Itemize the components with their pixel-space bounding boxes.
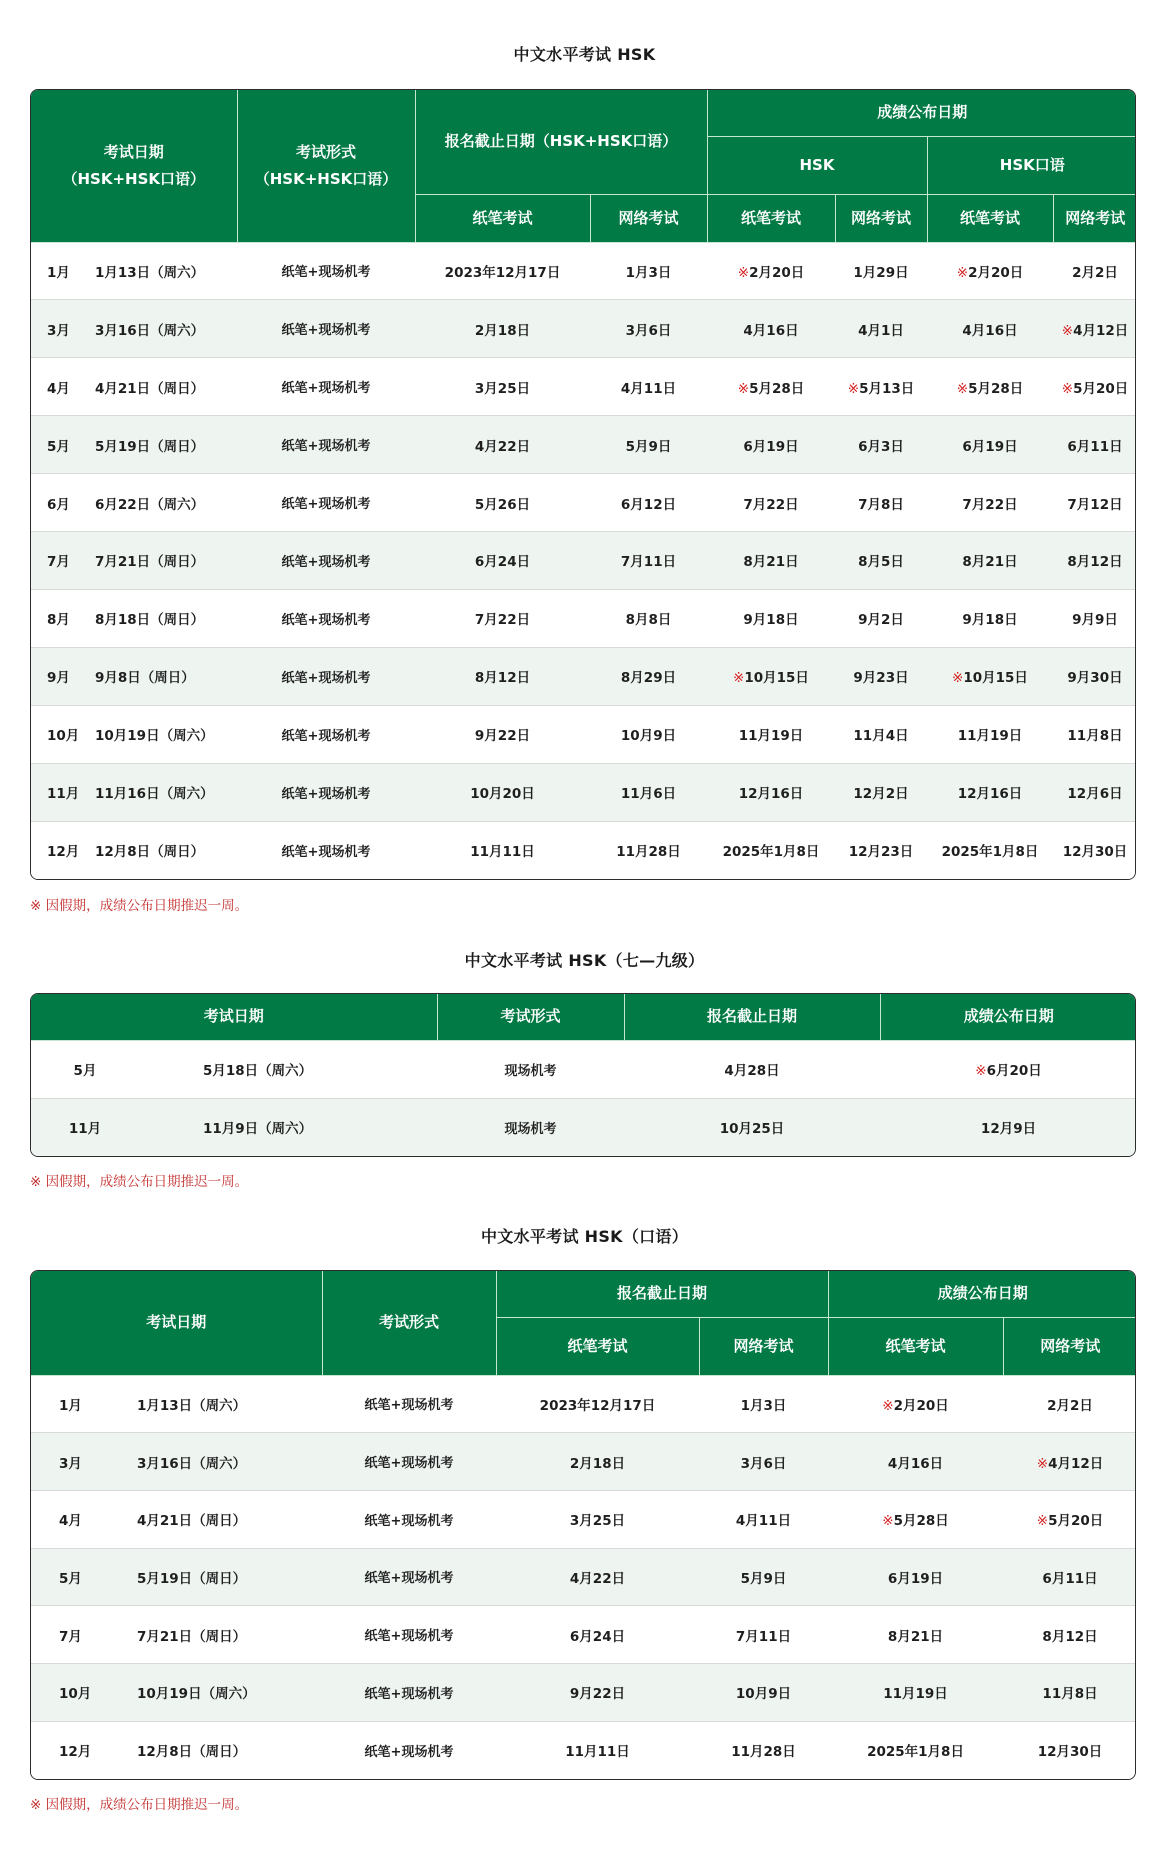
table-row (31, 763, 1136, 821)
result-online-cell: 11月8日 (1003, 1664, 1136, 1722)
asterisk-mark: ※ (956, 380, 969, 397)
hskk-result-paper-cell: 2025年1月8日 (927, 821, 1053, 879)
date-cell: 5月18日（周六） (139, 1040, 437, 1098)
exam-form-cell: 纸笔+现场机考 (237, 705, 415, 763)
hskk-result-paper-cell: 12月16日 (927, 763, 1053, 821)
table-row (31, 1040, 1136, 1098)
hsk-result-paper-cell: 4月16日 (707, 300, 835, 358)
deadline-paper-cell: 4月22日 (415, 416, 590, 474)
deadline-online-cell: 4月11日 (590, 358, 707, 416)
month-cell: 5月 (47, 438, 70, 455)
month-cell: 3月 (59, 1455, 82, 1472)
hskk-result-online-cell: 2月2日 (1053, 242, 1136, 300)
hsk-result-paper-cell: 6月19日 (707, 416, 835, 474)
month-cell: 12月 (47, 844, 80, 861)
result-paper-cell: 2025年1月8日 (828, 1721, 1003, 1779)
header-hsk-paper: 纸笔考试 (707, 194, 835, 242)
asterisk-mark: ※ (737, 380, 750, 397)
deadline-paper-cell: 10月20日 (415, 763, 590, 821)
header-exam-date: 考试日期 (31, 994, 437, 1040)
date-cell: 5月19日（周日） (137, 1570, 247, 1587)
table-row (31, 474, 1136, 532)
header-exam-form: 考试形式 (437, 994, 624, 1040)
header-deadline-paper: 纸笔考试 (415, 194, 590, 242)
hskk-result-online-cell: 6月11日 (1053, 416, 1136, 474)
month-cell: 8月 (47, 612, 70, 629)
exam-form-cell: 纸笔+现场机考 (237, 647, 415, 705)
month-cell: 10月 (59, 1686, 92, 1703)
exam-form-cell: 纸笔+现场机考 (322, 1375, 496, 1433)
hsk-result-online-cell: 7月8日 (835, 474, 927, 532)
exam-date-cell (31, 705, 237, 763)
hsk-result-paper-cell: ※10月15日 (707, 647, 835, 705)
hsk-result-online-cell: 9月2日 (835, 589, 927, 647)
header-results-date: 成绩公布日期 (880, 994, 1136, 1040)
result-paper-cell: 11月19日 (828, 1664, 1003, 1722)
date-cell: 9月8日（周日） (95, 670, 195, 687)
date-cell: 4月21日（周日） (137, 1513, 247, 1530)
result-online-cell: ※4月12日 (1003, 1433, 1136, 1491)
hskk-schedule-table (30, 1270, 1136, 1780)
deadline-online-cell: 5月9日 (590, 416, 707, 474)
header-exam-form: 考试形式 (322, 1271, 496, 1375)
deadline-online-cell: 6月12日 (590, 474, 707, 532)
header-deadline-online: 网络考试 (590, 194, 707, 242)
exam-form-cell: 纸笔+现场机考 (322, 1721, 496, 1779)
deadline-online-cell: 11月6日 (590, 763, 707, 821)
exam-form-cell: 纸笔+现场机考 (237, 763, 415, 821)
exam-date-cell (31, 1548, 322, 1606)
month-cell: 7月 (47, 554, 70, 571)
exam-date-cell (31, 532, 237, 590)
header-exam-form: 考试形式 （HSK+HSK口语） (237, 90, 415, 242)
table-row (31, 589, 1136, 647)
exam-date-cell (31, 1606, 322, 1664)
month-cell: 12月 (59, 1744, 92, 1761)
hsk-advanced-schedule-table (30, 993, 1136, 1157)
date-cell: 1月13日（周六） (137, 1397, 247, 1414)
deadline-paper-cell: 11月11日 (415, 821, 590, 879)
hsk-result-paper-cell: 12月16日 (707, 763, 835, 821)
exam-date-cell (31, 1721, 322, 1779)
hskk-result-online-cell: 9月30日 (1053, 647, 1136, 705)
result-paper-cell: 4月16日 (828, 1433, 1003, 1491)
table-row (31, 242, 1136, 300)
hsk-result-online-cell: ※5月13日 (835, 358, 927, 416)
exam-form-cell: 纸笔+现场机考 (322, 1433, 496, 1491)
month-cell: 5月 (59, 1570, 82, 1587)
deadline-paper-cell: 2023年12月17日 (415, 242, 590, 300)
table-row (31, 300, 1136, 358)
exam-form-cell: 纸笔+现场机考 (237, 242, 415, 300)
date-cell: 10月19日（周六） (137, 1686, 256, 1703)
exam-form-cell: 纸笔+现场机考 (237, 416, 415, 474)
hskk-result-online-cell: 8月12日 (1053, 532, 1136, 590)
hsk-result-paper-cell: 7月22日 (707, 474, 835, 532)
header-hsk-online: 网络考试 (835, 194, 927, 242)
asterisk-mark: ※ (1061, 322, 1074, 339)
date-cell: 3月16日（周六） (137, 1455, 247, 1472)
month-cell: 1月 (47, 264, 70, 281)
month-cell: 6月 (47, 496, 70, 513)
hskk-result-paper-cell: ※2月20日 (927, 242, 1053, 300)
header-deadline-paper: 纸笔考试 (496, 1317, 699, 1375)
date-cell: 8月18日（周日） (95, 612, 205, 629)
header-registration-deadline: 报名截止日期 (496, 1271, 828, 1317)
deadline-online-cell: 11月28日 (699, 1721, 828, 1779)
header-hskk-online: 网络考试 (1053, 194, 1136, 242)
asterisk-mark: ※ (1061, 380, 1074, 397)
deadline-paper-cell: 11月11日 (496, 1721, 699, 1779)
result-date-cell: ※6月20日 (880, 1040, 1136, 1098)
exam-date-cell (31, 358, 237, 416)
hskk-result-paper-cell: ※5月28日 (927, 358, 1053, 416)
result-paper-cell: 6月19日 (828, 1548, 1003, 1606)
hsk-section-title: 中文水平考试 HSK (513, 45, 656, 64)
exam-date-cell (31, 1664, 322, 1722)
deadline-online-cell: 7月11日 (590, 532, 707, 590)
deadline-paper-cell: 6月24日 (415, 532, 590, 590)
hskk-result-online-cell: 12月30日 (1053, 821, 1136, 879)
result-online-cell: 12月30日 (1003, 1721, 1136, 1779)
hskk-result-paper-cell: 9月18日 (927, 589, 1053, 647)
exam-form-cell: 纸笔+现场机考 (322, 1606, 496, 1664)
exam-date-cell (31, 1433, 322, 1491)
deadline-online-cell: 3月6日 (699, 1433, 828, 1491)
asterisk-mark: ※ (1036, 1513, 1049, 1530)
hsk-result-online-cell: 6月3日 (835, 416, 927, 474)
exam-form-cell: 纸笔+现场机考 (237, 821, 415, 879)
table-row (31, 1664, 1136, 1722)
table-row (31, 416, 1136, 474)
exam-date-cell (31, 821, 237, 879)
hskk-result-online-cell: ※5月20日 (1053, 358, 1136, 416)
table-row (31, 532, 1136, 590)
header-exam-date: 考试日期 （HSK+HSK口语） (31, 90, 237, 242)
hsk-result-online-cell: 11月4日 (835, 705, 927, 763)
result-paper-cell: 8月21日 (828, 1606, 1003, 1664)
deadline-online-cell: 1月3日 (699, 1375, 828, 1433)
month-cell: 9月 (47, 670, 70, 687)
deadline-paper-cell: 5月26日 (415, 474, 590, 532)
asterisk-mark: ※ (975, 1063, 987, 1079)
deadline-paper-cell: 3月25日 (496, 1490, 699, 1548)
table-row (31, 1606, 1136, 1664)
table-row (31, 821, 1136, 879)
table-row (31, 358, 1136, 416)
table-row (31, 1375, 1136, 1433)
hsk-result-online-cell: 8月5日 (835, 532, 927, 590)
date-cell: 11月9日（周六） (139, 1098, 437, 1156)
hskk-result-online-cell: ※4月12日 (1053, 300, 1136, 358)
month-cell: 7月 (59, 1628, 82, 1645)
deadline-paper-cell: 6月24日 (496, 1606, 699, 1664)
month-cell: 10月 (47, 728, 80, 745)
deadline-online-cell: 5月9日 (699, 1548, 828, 1606)
date-cell: 12月8日（周日） (95, 844, 205, 861)
hskk-result-online-cell: 7月12日 (1053, 474, 1136, 532)
deadline-paper-cell: 9月22日 (415, 705, 590, 763)
hsk-result-paper-cell: 11月19日 (707, 705, 835, 763)
hsk-result-online-cell: 1月29日 (835, 242, 927, 300)
header-exam-date: 考试日期 (31, 1271, 322, 1375)
result-paper-cell: ※2月20日 (828, 1375, 1003, 1433)
header-results-online: 网络考试 (1003, 1317, 1136, 1375)
holiday-note: ※ 因假期，成绩公布日期推迟一周。 (30, 898, 249, 914)
deadline-online-cell: 11月28日 (590, 821, 707, 879)
asterisk-mark: ※ (882, 1513, 894, 1530)
deadline-paper-cell: 2月18日 (496, 1433, 699, 1491)
exam-form-cell: 纸笔+现场机考 (322, 1490, 496, 1548)
header-registration-deadline: 报名截止日期（HSK+HSK口语） (415, 90, 707, 194)
exam-date-cell (31, 416, 237, 474)
hskk-result-paper-cell: 8月21日 (927, 532, 1053, 590)
hskk-result-paper-cell: 6月19日 (927, 416, 1053, 474)
asterisk-mark: ※ (733, 670, 745, 687)
date-cell: 6月22日（周六） (95, 496, 205, 513)
hsk-result-paper-cell: 9月18日 (707, 589, 835, 647)
hsk-result-online-cell: 12月2日 (835, 763, 927, 821)
deadline-paper-cell: 8月12日 (415, 647, 590, 705)
deadline-online-cell: 10月9日 (590, 705, 707, 763)
date-cell: 11月16日（周六） (95, 786, 214, 803)
month-cell: 4月 (59, 1513, 82, 1530)
month-cell: 1月 (59, 1397, 82, 1414)
asterisk-mark: ※ (847, 380, 860, 397)
hskk-result-online-cell: 9月9日 (1053, 589, 1136, 647)
hsk-result-paper-cell: 8月21日 (707, 532, 835, 590)
exam-form-cell: 纸笔+现场机考 (237, 474, 415, 532)
asterisk-mark: ※ (956, 264, 969, 281)
month-cell: 11月 (31, 1098, 139, 1156)
table-row (31, 1098, 1136, 1156)
header-hskk-paper: 纸笔考试 (927, 194, 1053, 242)
date-cell: 10月19日（周六） (95, 728, 214, 745)
exam-form-cell: 纸笔+现场机考 (237, 532, 415, 590)
deadline-online-cell: 4月11日 (699, 1490, 828, 1548)
hsk-schedule-table (30, 89, 1136, 880)
exam-form-cell: 现场机考 (437, 1098, 624, 1156)
date-cell: 4月21日（周日） (95, 380, 205, 397)
deadline-online-cell: 8月29日 (590, 647, 707, 705)
holiday-note: ※ 因假期，成绩公布日期推迟一周。 (30, 1797, 249, 1813)
date-cell: 5月19日（周日） (95, 438, 205, 455)
exam-form-cell: 现场机考 (437, 1040, 624, 1098)
deadline-online-cell: 3月6日 (590, 300, 707, 358)
table-row (31, 1548, 1136, 1606)
result-online-cell: 8月12日 (1003, 1606, 1136, 1664)
exam-form-cell: 纸笔+现场机考 (322, 1664, 496, 1722)
deadline-online-cell: 7月11日 (699, 1606, 828, 1664)
asterisk-mark: ※ (952, 670, 964, 687)
date-cell: 3月16日（周六） (95, 322, 205, 339)
hsk-result-online-cell: 9月23日 (835, 647, 927, 705)
deadline-cell: 10月25日 (624, 1098, 880, 1156)
exam-date-cell (31, 300, 237, 358)
result-online-cell: ※5月20日 (1003, 1490, 1136, 1548)
header-deadline-online: 网络考试 (699, 1317, 828, 1375)
month-cell: 11月 (47, 786, 80, 803)
asterisk-mark: ※ (1036, 1455, 1049, 1472)
header-results-date: 成绩公布日期 (828, 1271, 1136, 1317)
deadline-online-cell: 10月9日 (699, 1664, 828, 1722)
exam-date-cell (31, 242, 237, 300)
hsk-result-online-cell: 12月23日 (835, 821, 927, 879)
header-results-date: 成绩公布日期 (707, 90, 1136, 136)
exam-date-cell (31, 1375, 322, 1433)
hsk-result-paper-cell: ※2月20日 (707, 242, 835, 300)
month-cell: 5月 (31, 1040, 139, 1098)
hsk-result-online-cell: 4月1日 (835, 300, 927, 358)
holiday-note: ※ 因假期，成绩公布日期推迟一周。 (30, 1174, 249, 1190)
exam-form-cell: 纸笔+现场机考 (237, 358, 415, 416)
table-row (31, 1721, 1136, 1779)
hsk-result-paper-cell: 2025年1月8日 (707, 821, 835, 879)
table-row (31, 1433, 1136, 1491)
exam-form-cell: 纸笔+现场机考 (237, 300, 415, 358)
header-hsk-speaking: HSK口语 (927, 136, 1136, 194)
exam-date-cell (31, 474, 237, 532)
month-cell: 3月 (47, 322, 70, 339)
hskk-result-online-cell: 11月8日 (1053, 705, 1136, 763)
hskk-result-online-cell: 12月6日 (1053, 763, 1136, 821)
deadline-online-cell: 1月3日 (590, 242, 707, 300)
hskk-result-paper-cell: 7月22日 (927, 474, 1053, 532)
month-cell: 4月 (47, 380, 70, 397)
deadline-cell: 4月28日 (624, 1040, 880, 1098)
result-online-cell: 2月2日 (1003, 1375, 1136, 1433)
deadline-paper-cell: 3月25日 (415, 358, 590, 416)
hskk-result-paper-cell: ※10月15日 (927, 647, 1053, 705)
table-row (31, 647, 1136, 705)
hsk-advanced-section-title: 中文水平考试 HSK（七—九级） (464, 951, 705, 970)
result-date-cell: 12月9日 (880, 1098, 1136, 1156)
deadline-paper-cell: 4月22日 (496, 1548, 699, 1606)
deadline-online-cell: 8月8日 (590, 589, 707, 647)
table-row (31, 705, 1136, 763)
exam-date-cell (31, 763, 237, 821)
date-cell: 7月21日（周日） (137, 1628, 247, 1645)
asterisk-mark: ※ (737, 264, 750, 281)
hsk-result-paper-cell: ※5月28日 (707, 358, 835, 416)
header-results-paper: 纸笔考试 (828, 1317, 1003, 1375)
date-cell: 7月21日（周日） (95, 554, 205, 571)
table-row (31, 1490, 1136, 1548)
exam-date-cell (31, 1490, 322, 1548)
exam-form-cell: 纸笔+现场机考 (322, 1548, 496, 1606)
exam-date-cell (31, 589, 237, 647)
asterisk-mark: ※ (882, 1397, 894, 1414)
result-paper-cell: ※5月28日 (828, 1490, 1003, 1548)
hskk-section-title: 中文水平考试 HSK（口语） (480, 1227, 689, 1246)
exam-form-cell: 纸笔+现场机考 (237, 589, 415, 647)
deadline-paper-cell: 9月22日 (496, 1664, 699, 1722)
deadline-paper-cell: 7月22日 (415, 589, 590, 647)
header-registration-deadline: 报名截止日期 (624, 994, 880, 1040)
deadline-paper-cell: 2月18日 (415, 300, 590, 358)
result-online-cell: 6月11日 (1003, 1548, 1136, 1606)
date-cell: 12月8日（周日） (137, 1744, 247, 1761)
hskk-result-paper-cell: 4月16日 (927, 300, 1053, 358)
hskk-result-paper-cell: 11月19日 (927, 705, 1053, 763)
deadline-paper-cell: 2023年12月17日 (496, 1375, 699, 1433)
header-hsk: HSK (707, 136, 927, 194)
exam-date-cell (31, 647, 237, 705)
date-cell: 1月13日（周六） (95, 264, 205, 281)
